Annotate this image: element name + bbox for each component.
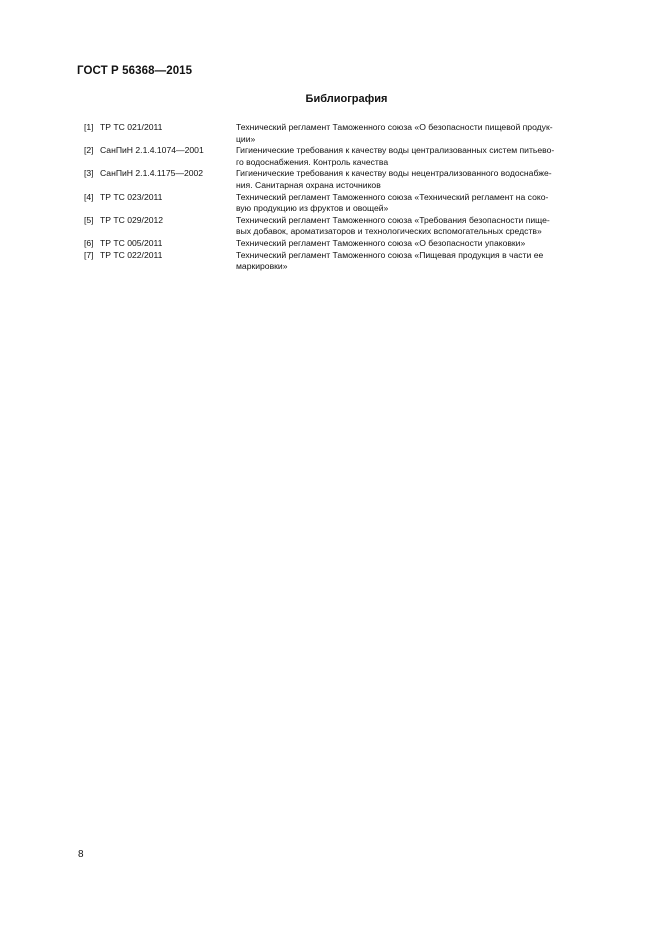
entry-number: [3] <box>84 168 94 179</box>
entry-description-line: ции» <box>236 133 256 144</box>
bibliography-entry <box>84 238 610 250</box>
entry-code: ТР ТС 022/2011 <box>100 249 163 260</box>
entry-description <box>236 168 610 191</box>
entry-description-line: вых добавок, ароматизаторов и технологических вспомогательных средств» <box>236 226 542 237</box>
entry-number: [6] <box>84 237 94 248</box>
entry-description-line: Гигиенические требования к качеству воды централизованных систем питьево- <box>236 145 555 156</box>
entry-description <box>236 238 610 250</box>
document-code: ГОСТ Р 56368—2015 <box>77 65 193 77</box>
entry-code: ТР ТС 005/2011 <box>100 237 163 248</box>
entry-number: [5] <box>84 214 94 225</box>
bibliography-entry <box>84 168 610 191</box>
entry-description <box>236 192 610 215</box>
entry-description-line: го водоснабжения. Контроль качества <box>236 156 389 167</box>
entry-code: ТР ТС 023/2011 <box>100 191 163 202</box>
entry-code: ТР ТС 029/2012 <box>100 214 164 225</box>
page-number: 8 <box>78 849 84 860</box>
entry-description-line: вую продукцию из фруктов и овощей» <box>236 203 389 214</box>
entry-number: [2] <box>84 145 94 156</box>
entry-description <box>236 122 610 145</box>
bibliography-title: Библиография <box>305 93 388 105</box>
entry-number: [4] <box>84 191 94 202</box>
entry-description-line: Технический регламент Таможенного союза «Технический регламент на соко- <box>236 191 549 202</box>
entry-description-line: Технический регламент Таможенного союза «Пищевая продукция в части ее <box>236 249 544 260</box>
entry-description-line: Технический регламент Таможенного союза «О безопасности упаковки» <box>236 237 526 248</box>
bibliography-entry <box>84 250 610 273</box>
entry-description-line: Технический регламент Таможенного союза «Требования безопасности пище- <box>236 214 550 225</box>
entry-number: [1] <box>84 122 94 132</box>
entry-code: СанПиН 2.1.4.1175—2002 <box>100 168 204 179</box>
entry-description-line: маркировки» <box>236 261 288 272</box>
entry-description <box>236 215 610 238</box>
bibliography-entry <box>84 122 610 145</box>
bibliography-entry <box>84 192 610 215</box>
entry-description-line: Технический регламент Таможенного союза «О безопасности пищевой продук- <box>236 122 553 132</box>
entry-description-line: Гигиенические требования к качеству воды нецентрализованного водоснабже- <box>236 168 552 179</box>
bibliography-list <box>84 122 610 273</box>
entry-number: [7] <box>84 249 94 260</box>
entry-description <box>236 250 610 273</box>
entry-description <box>236 145 610 168</box>
entry-code: ТР ТС 021/2011 <box>100 122 163 132</box>
entry-description-line: ния. Санитарная охрана источников <box>236 179 381 190</box>
bibliography-entry <box>84 145 610 168</box>
bibliography-entry <box>84 215 610 238</box>
entry-code: СанПиН 2.1.4.1074—2001 <box>100 145 204 156</box>
